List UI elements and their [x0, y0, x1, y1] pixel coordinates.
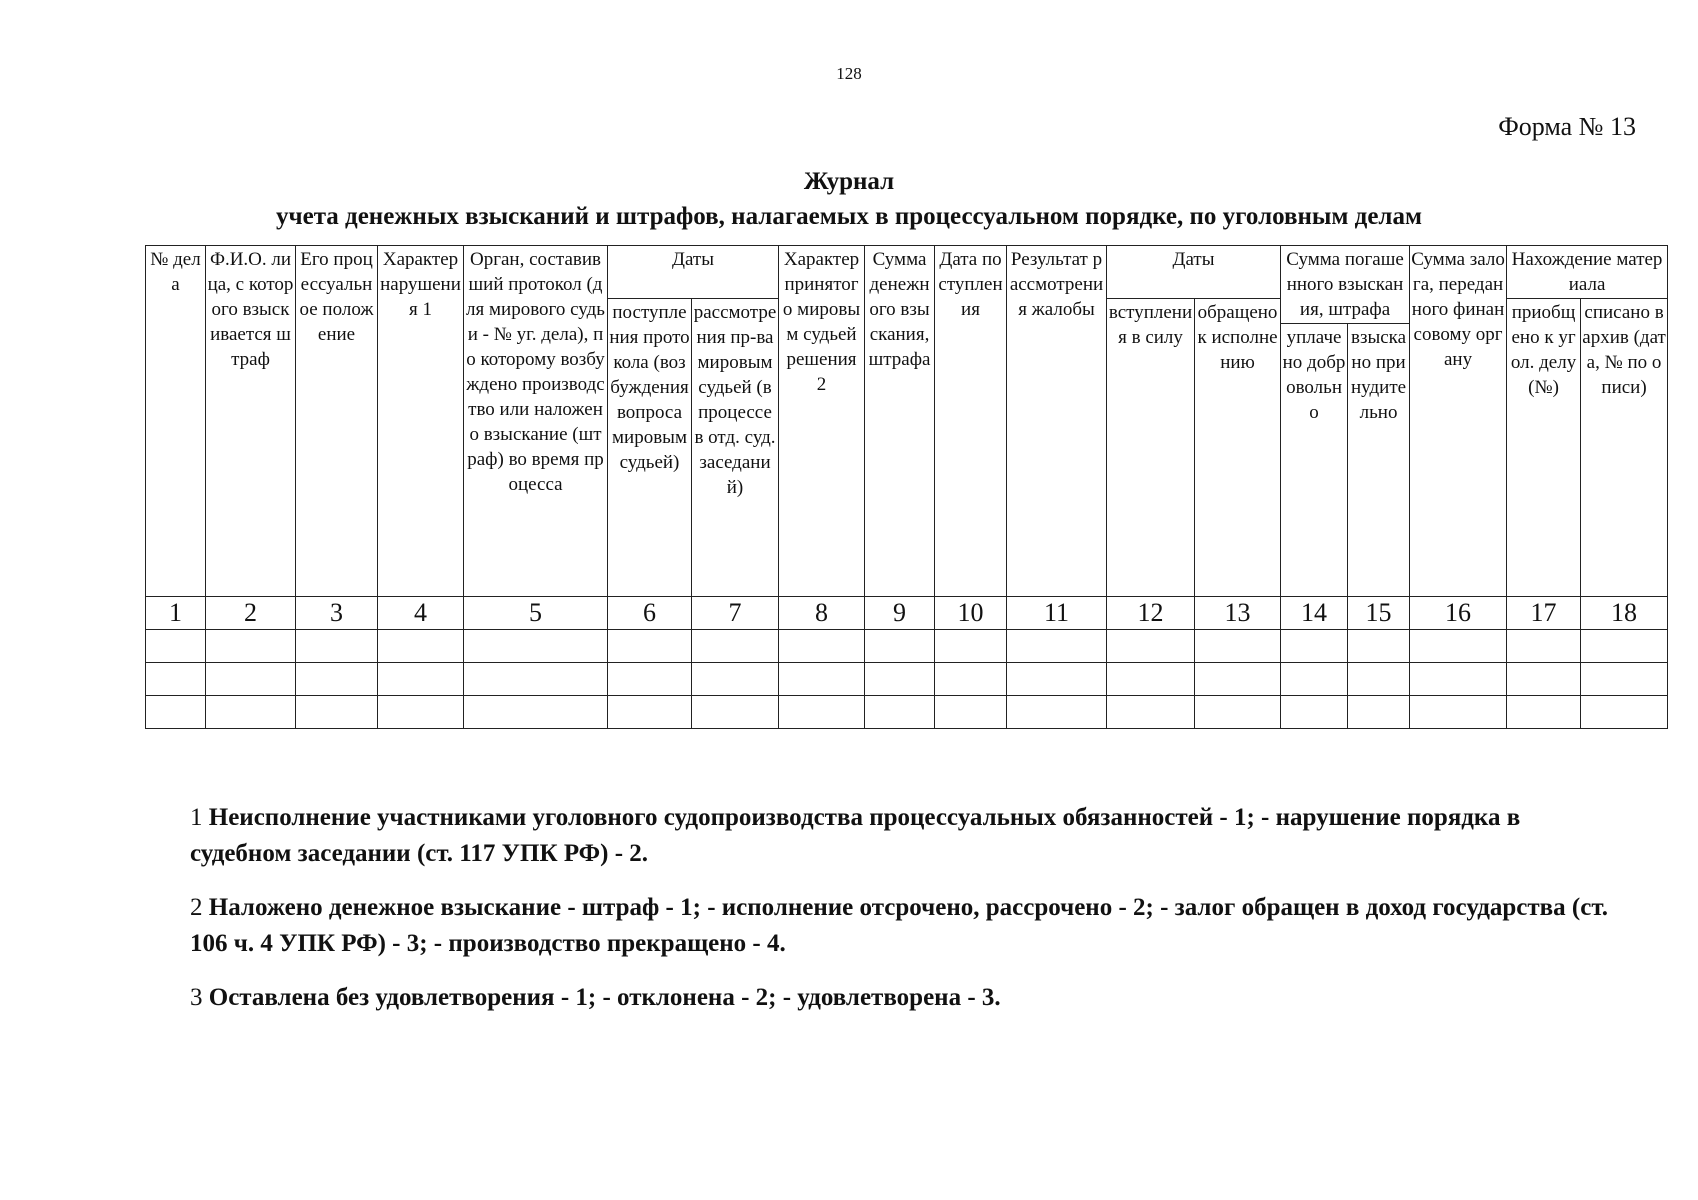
empty-cell [1410, 696, 1507, 729]
empty-cell [296, 696, 378, 729]
header-repaid-sum-group: Сумма погашенного взыскания, штрафа [1281, 246, 1410, 324]
empty-cell [779, 630, 865, 663]
empty-table-row [146, 630, 1668, 663]
header-receipt-date: Дата поступления [935, 246, 1007, 597]
empty-cell [1007, 663, 1107, 696]
empty-cell [608, 696, 692, 729]
column-number: 7 [692, 597, 779, 630]
header-case-number: № дела [146, 246, 206, 597]
footnote-2 [190, 890, 1620, 962]
header-archived: списано в архив (дата, № по описи) [1581, 299, 1668, 597]
column-number: 12 [1107, 597, 1195, 630]
form-label: Форма № 13 [1498, 112, 1636, 141]
column-number: 2 [206, 597, 296, 630]
page-number: 128 [836, 64, 862, 83]
empty-cell [1410, 663, 1507, 696]
header-violation-type: Характер нарушения 1 [378, 246, 464, 597]
header-row-1 [146, 246, 1668, 299]
empty-cell [1507, 663, 1581, 696]
header-dates-group-2: Даты [1107, 246, 1281, 299]
footnote-text: Наложено денежное взыскание - штраф - 1; - исполнение отсрочено, рассрочено - 2; - залог обращен в доход государства (ст. 106 ч. 4 УПК РФ) - 3; - производство прекращено - 4. [190, 894, 1608, 957]
header-dates-group-1: Даты [608, 246, 779, 299]
column-number: 4 [378, 597, 464, 630]
empty-cell [608, 663, 692, 696]
header-decision-type: Характер принятого мировым судьей решения 2 [779, 246, 865, 597]
empty-cell [865, 663, 935, 696]
footnote-marker: 3 [190, 984, 203, 1011]
empty-cell [1507, 630, 1581, 663]
empty-cell [464, 696, 608, 729]
column-number: 1 [146, 597, 206, 630]
empty-cell [692, 696, 779, 729]
empty-cell [206, 630, 296, 663]
footnote-3 [190, 980, 1620, 1016]
empty-cell [935, 630, 1007, 663]
empty-cell [146, 696, 206, 729]
header-complaint-result: Результат рассмотрения жалобы [1007, 246, 1107, 597]
header-bail-sum: Сумма залога, переданного финансовому органу [1410, 246, 1507, 597]
column-number: 9 [865, 597, 935, 630]
empty-table-row [146, 663, 1668, 696]
column-number: 6 [608, 597, 692, 630]
footnote-marker: 2 [190, 894, 203, 921]
footnote-text: Оставлена без удовлетворения - 1; - отклонена - 2; - удовлетворена - 3. [208, 984, 1001, 1011]
empty-cell [1107, 696, 1195, 729]
empty-cell [464, 630, 608, 663]
header-sent-for-execution: обращено к исполнению [1195, 299, 1281, 597]
empty-cell [692, 630, 779, 663]
empty-cell [378, 696, 464, 729]
footnote-1 [190, 800, 1620, 872]
column-number: 10 [935, 597, 1007, 630]
empty-cell [935, 663, 1007, 696]
empty-cell [1007, 630, 1107, 663]
empty-cell [206, 696, 296, 729]
column-number: 3 [296, 597, 378, 630]
empty-cell [1195, 630, 1281, 663]
header-collected-forcibly: взыскано принудительно [1348, 324, 1410, 597]
empty-table-row [146, 696, 1668, 729]
empty-cell [1281, 663, 1348, 696]
journal-table [145, 245, 1668, 729]
journal-title: Журнал [803, 168, 895, 195]
empty-cell [1281, 630, 1348, 663]
column-number: 13 [1195, 597, 1281, 630]
empty-cell [1581, 696, 1668, 729]
header-case-considered: рассмотрения пр-ва мировым судьей (в процессе в отд. суд. заседаний) [692, 299, 779, 597]
column-number: 16 [1410, 597, 1507, 630]
empty-cell [206, 663, 296, 696]
empty-cell [1195, 663, 1281, 696]
empty-cell [378, 663, 464, 696]
column-number: 17 [1507, 597, 1581, 630]
empty-cell [1195, 696, 1281, 729]
footnote-marker: 1 [190, 804, 203, 831]
empty-cell [1348, 630, 1410, 663]
empty-cell [1007, 696, 1107, 729]
empty-cell [865, 696, 935, 729]
column-number: 11 [1007, 597, 1107, 630]
empty-cell [935, 696, 1007, 729]
empty-cell [779, 696, 865, 729]
footnotes [190, 800, 1620, 1034]
empty-cell [296, 630, 378, 663]
header-full-name: Ф.И.О. лица, с которого взыскивается штраф [206, 246, 296, 597]
empty-cell [146, 630, 206, 663]
empty-cell [1507, 696, 1581, 729]
empty-cell [464, 663, 608, 696]
header-entry-into-force: вступления в силу [1107, 299, 1195, 597]
header-paid-voluntarily: уплачено добровольно [1281, 324, 1348, 597]
header-procedural-status: Его процессуальное положение [296, 246, 378, 597]
empty-cell [378, 630, 464, 663]
empty-cell [865, 630, 935, 663]
empty-cell [1348, 696, 1410, 729]
empty-cell [1348, 663, 1410, 696]
empty-cell [296, 663, 378, 696]
empty-cell [1581, 663, 1668, 696]
journal-subtitle: учета денежных взысканий и штрафов, налагаемых в процессуальном порядке, по уголовным делам [276, 203, 1422, 230]
footnote-text: Неисполнение участниками уголовного судопроизводства процессуальных обязанностей - 1; - нарушение порядка в судебном заседании (ст. 117 УПК РФ) - 2. [190, 804, 1521, 867]
header-material-location-group: Нахождение материала [1507, 246, 1668, 299]
column-number: 8 [779, 597, 865, 630]
column-number: 14 [1281, 597, 1348, 630]
header-protocol-received: поступления протокола (возбуждения вопроса мировым судьей) [608, 299, 692, 597]
empty-cell [1107, 663, 1195, 696]
empty-cell [146, 663, 206, 696]
column-number-row [146, 597, 1668, 630]
empty-cell [779, 663, 865, 696]
empty-cell [1581, 630, 1668, 663]
empty-cell [692, 663, 779, 696]
column-number: 18 [1581, 597, 1668, 630]
empty-cell [608, 630, 692, 663]
column-number: 5 [464, 597, 608, 630]
header-protocol-body: Орган, составивший протокол (для мирового судьи - № уг. дела), по которому возбуждено производство или наложено взыскание (штраф) во время процесса [464, 246, 608, 597]
empty-cell [1281, 696, 1348, 729]
empty-cell [1410, 630, 1507, 663]
empty-cell [1107, 630, 1195, 663]
header-penalty-amount: Сумма денежного взыскания, штрафа [865, 246, 935, 597]
column-number: 15 [1348, 597, 1410, 630]
header-attached-to-case: приобщено к угол. делу (№) [1507, 299, 1581, 597]
